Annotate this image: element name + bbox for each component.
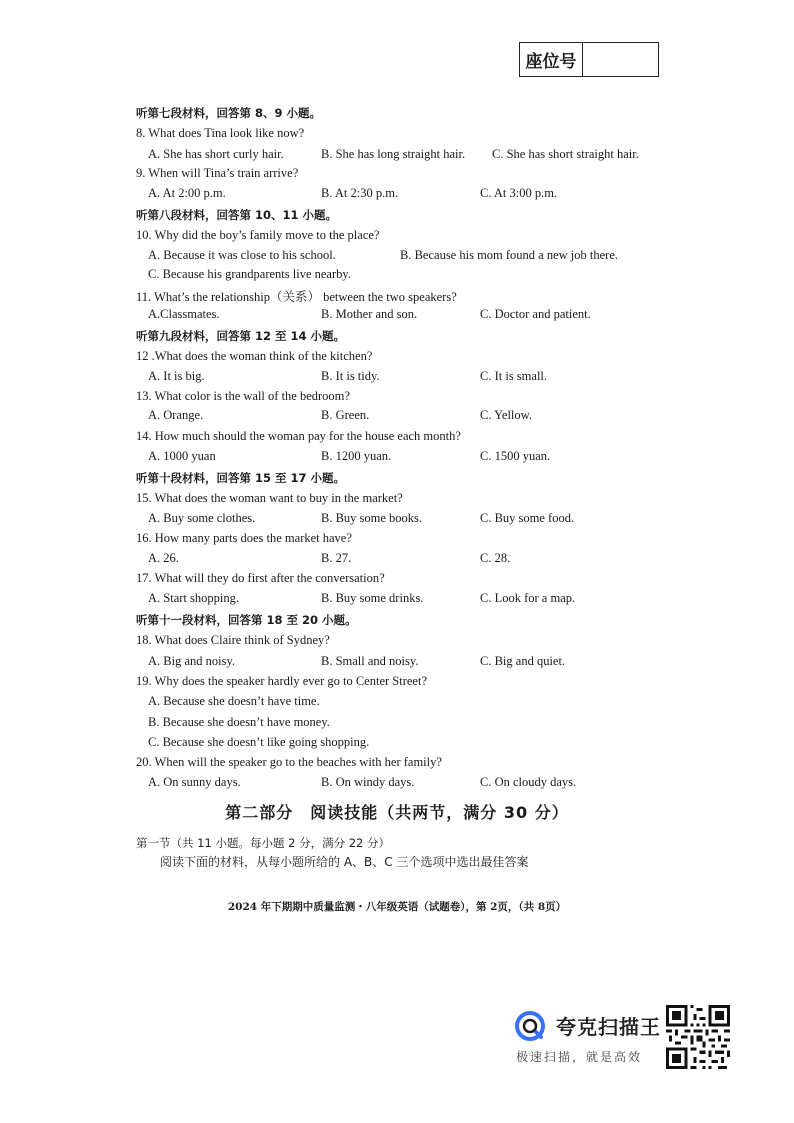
option-c: C. Big and quiet.	[480, 654, 566, 668]
question-text: 16. How many parts does the market have?	[136, 531, 352, 545]
option-b: B. Green.	[321, 408, 370, 422]
option-a: A. At 2:00 p.m.	[148, 186, 226, 200]
option-a: A. Big and noisy.	[148, 654, 236, 668]
question-text: 18. What does Claire think of Sydney?	[136, 633, 330, 647]
option-c: C. Doctor and patient.	[480, 307, 591, 321]
question-text: 9. When will Tina’s train arrive?	[136, 166, 299, 180]
question-text: 12 .What does the woman think of the kitchen?	[136, 349, 373, 363]
option-c: C. 1500 yuan.	[480, 449, 551, 463]
option-c: C. Buy some food.	[480, 511, 575, 525]
option-c: C. At 3:00 p.m.	[480, 186, 558, 200]
option-c: C. It is small.	[480, 369, 548, 383]
option-b: B. It is tidy.	[321, 369, 380, 383]
question-text: 8. What does Tina look like now?	[136, 126, 305, 140]
question-text: 20. When will the speaker go to the beaches with her family?	[136, 755, 442, 769]
option-b: B. At 2:30 p.m.	[321, 186, 399, 200]
option-b: B. Buy some books.	[321, 511, 423, 525]
part-title: 第二部分 阅读技能（共两节，满分 30 分）	[225, 803, 569, 822]
section-header: 听第九段材料，回答第 12 至 14 小题。	[136, 329, 346, 343]
option-b: B. 1200 yuan.	[321, 449, 392, 463]
option-c: C. Look for a map.	[480, 591, 576, 605]
seat-number-label: 座位号	[520, 43, 583, 76]
question-text: 17. What will they do first after the conversation?	[136, 571, 385, 585]
option-a: A. It is big.	[148, 369, 205, 383]
option-a: A. She has short curly hair.	[148, 147, 284, 161]
option-b: B. Buy some drinks.	[321, 591, 424, 605]
option-b: B. On windy days.	[321, 775, 415, 789]
option-a: A. Start shopping.	[148, 591, 239, 605]
scanner-slogan: 极速扫描，就是高效	[516, 1050, 643, 1064]
option-a: A. 26.	[148, 551, 179, 565]
section-note: 第一节（共 11 小题。每小题 2 分，满分 22 分）	[136, 836, 391, 850]
question-text: 15. What does the woman want to buy in the market?	[136, 491, 403, 505]
option-c: C. She has short straight hair.	[492, 147, 639, 161]
page-footer: 2024 年下期期中质量监测・八年级英语（试题卷），第 2页，（共 8页）	[227, 901, 567, 913]
option-a: A.Classmates.	[148, 307, 220, 321]
option-b: B. Because his mom found a new job there.	[400, 248, 619, 262]
option-a: A. Orange.	[148, 408, 204, 422]
section-header: 听第十一段材料，回答第 18 至 20 小题。	[136, 613, 357, 627]
option-a: A. 1000 yuan	[148, 449, 216, 463]
option-b: B. She has long straight hair.	[321, 147, 466, 161]
option-c: C. Because she doesn’t like going shopping.	[148, 735, 370, 749]
section-header: 听第七段材料，回答第 8、9 小题。	[136, 106, 322, 120]
option-a: A. Buy some clothes.	[148, 511, 256, 525]
scanner-brand-name: 夸克扫描王	[556, 1015, 661, 1039]
option-a: A. Because she doesn’t have time.	[148, 694, 320, 708]
option-b: B. Mother and son.	[321, 307, 418, 321]
section-header: 听第八段材料，回答第 10、11 小题。	[136, 208, 338, 222]
option-b: B. Small and noisy.	[321, 654, 419, 668]
option-c: C. Yellow.	[480, 408, 532, 422]
question-text: 14. How much should the woman pay for the house each month?	[136, 429, 461, 443]
seat-number-blank	[583, 43, 658, 76]
option-c: C. On cloudy days.	[480, 775, 577, 789]
section-header: 听第十段材料，回答第 15 至 17 小题。	[136, 471, 346, 485]
quark-logo-icon	[514, 1010, 546, 1042]
question-text: 10. Why did the boy’s family move to the place?	[136, 228, 380, 242]
question-text: 11. What’s the relationship（关系） between the two speakers?	[136, 290, 457, 304]
qr-code-icon[interactable]	[666, 1005, 730, 1069]
instruction-text: 阅读下面的材料，从每小题所给的 A、B、C 三个选项中选出最佳答案	[160, 855, 529, 869]
option-b: B. 27.	[321, 551, 352, 565]
option-c: C. Because his grandparents live nearby.	[148, 267, 351, 281]
option-a: A. Because it was close to his school.	[148, 248, 336, 262]
option-b: B. Because she doesn’t have money.	[148, 715, 330, 729]
question-text: 13. What color is the wall of the bedroom?	[136, 389, 350, 403]
seat-number-box	[519, 42, 659, 77]
option-c: C. 28.	[480, 551, 511, 565]
option-a: A. On sunny days.	[148, 775, 241, 789]
question-text: 19. Why does the speaker hardly ever go to Center Street?	[136, 674, 427, 688]
